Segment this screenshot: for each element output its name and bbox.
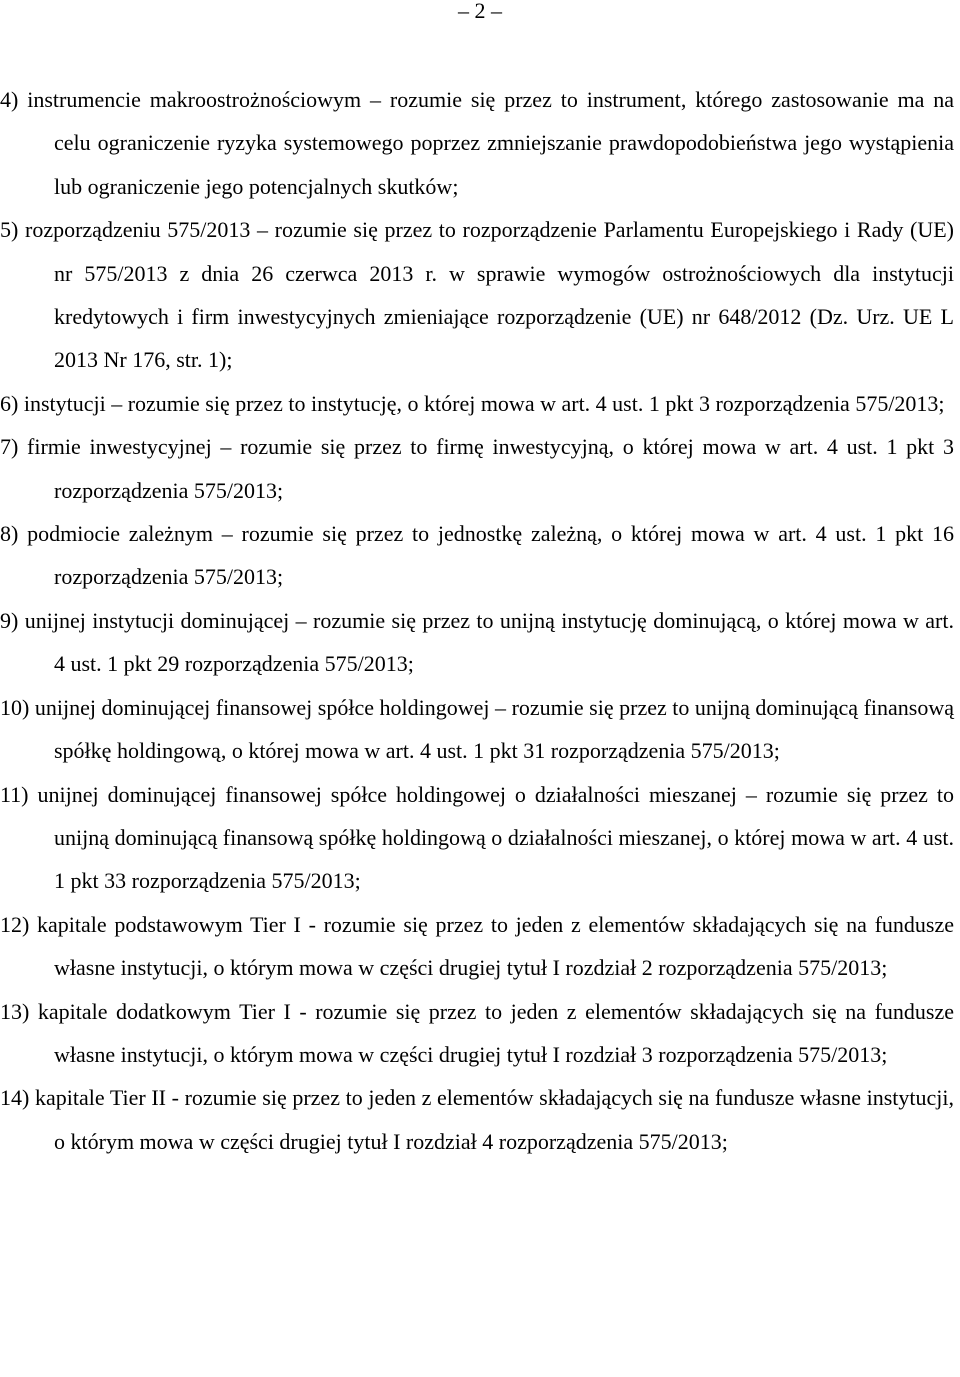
definition-text: instytucji – rozumie się przez to instytucję, o której mowa w art. 4 ust. 1 pkt 3 rozporządzenia 575/2013; — [23, 390, 945, 416]
definition-text: instrumencie makroostrożnościowym – rozumie się przez to instrument, którego zastosowanie ma na celu ograniczenie ryzyka systemowego poprzez zmniejszanie prawdopodobieństwa jego wystąpienia lub ograniczenie jego potencjalnych skutków; — [27, 87, 955, 199]
definition-item — [0, 512, 954, 599]
definition-item — [0, 686, 954, 773]
definition-text: podmiocie zależnym – rozumie się przez to jednostkę zależną, o której mowa w art. 4 ust. 1 pkt 16 rozporządzenia 575/2013; — [27, 521, 955, 590]
definition-item — [0, 425, 954, 512]
definition-item — [0, 903, 954, 990]
definition-number: 4) — [0, 87, 19, 112]
definition-number: 11) — [0, 781, 29, 807]
definitions-list — [0, 78, 954, 1163]
definition-number: 8) — [0, 521, 19, 547]
definition-number: 12) — [0, 911, 30, 937]
page-number: – 2 – — [458, 0, 502, 23]
definition-item — [0, 208, 954, 382]
definition-text: unijnej instytucji dominującej – rozumie się przez to unijną instytucję dominującą, o której mowa w art. 4 ust. 1 pkt 29 rozporządzenia 575/2013; — [24, 607, 954, 677]
definition-text: rozporządzeniu 575/2013 – rozumie się przez to rozporządzenie Parlamentu Europejskiego i Rady (UE) nr 575/2013 z dnia 26 czerwca 2013 r. w sprawie wymogów ostrożnościowych dla instytucji kredytowych i firm inwestycyjnych zmieniające rozporządzenie (UE) nr 648/2012 (Dz. Urz. UE L 2013 Nr 176, str. 1); — [25, 217, 955, 373]
definition-number: 10) — [0, 694, 30, 720]
definition-item — [0, 1076, 954, 1163]
definition-text: unijnej dominującej finansowej spółce holdingowej – rozumie się przez to unijną dominującą finansową spółkę holdingową, o której mowa w art. 4 ust. 1 pkt 31 rozporządzenia 575/2013; — [34, 694, 955, 764]
definition-number: 7) — [0, 434, 19, 460]
definition-number: 13) — [0, 998, 30, 1024]
definition-number: 14) — [0, 1085, 30, 1111]
definition-item — [0, 78, 954, 208]
definition-item — [0, 990, 954, 1077]
definition-text: unijnej dominującej finansowej spółce holdingowej o działalności mieszanej – rozumie się przez to unijną dominującą finansową spółkę holdingową o działalności mieszanej, o której mowa w art. 4 ust. 1 pkt 33 rozporządzenia 575/2013; — [37, 781, 955, 894]
definition-item — [0, 382, 954, 425]
definition-number: 5) — [0, 217, 19, 243]
definition-item — [0, 599, 954, 686]
definition-number: 9) — [0, 607, 19, 633]
definition-text: kapitale dodatkowym Tier I - rozumie się przez to jeden z elementów składających się na fundusze własne instytucji, o którym mowa w części drugiej tytuł I rozdział 3 rozporządzenia 575/2013; — [37, 998, 954, 1067]
definition-text: kapitale podstawowym Tier I - rozumie się przez to jeden z elementów składających się na fundusze własne instytucji, o którym mowa w części drugiej tytuł I rozdział 2 rozporządzenia 575/2013; — [37, 911, 954, 981]
definition-text: kapitale Tier II - rozumie się przez to jeden z elementów składających się na fundusze własne instytucji, o którym mowa w części drugiej tytuł I rozdział 4 rozporządzenia 575/2013; — [34, 1085, 955, 1154]
definition-item — [0, 773, 954, 903]
definition-text: firmie inwestycyjnej – rozumie się przez to firmę inwestycyjną, o której mowa w art. 4 ust. 1 pkt 3 rozporządzenia 575/2013; — [27, 434, 954, 503]
definition-number: 6) — [0, 390, 19, 416]
